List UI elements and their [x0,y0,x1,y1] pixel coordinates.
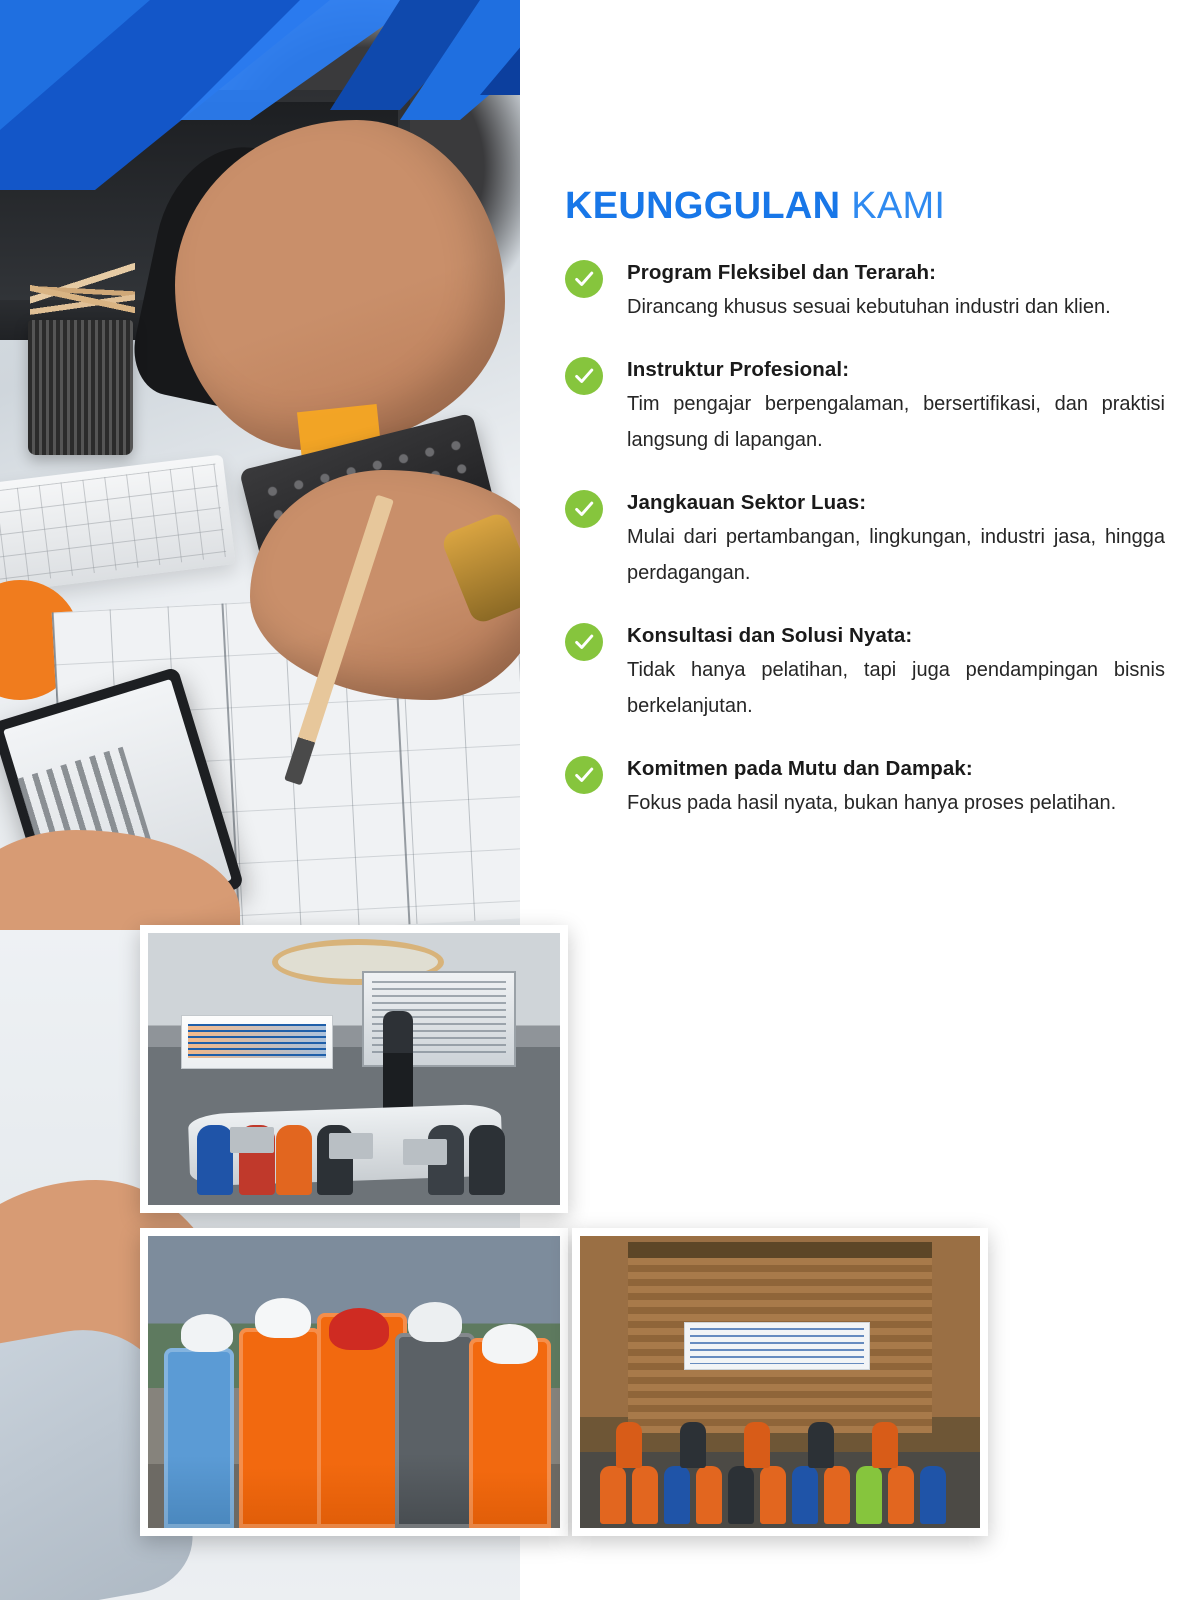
list-item-body: Tidak hanya pelatihan, tapi juga pendampingan bisnis berkelanjutan. [627,658,1165,717]
field-workers-safety-vest-photo [140,1228,568,1536]
list-item-title: Instruktur Profesional: [627,358,850,382]
advantages-list [565,258,1165,852]
check-circle-icon [565,260,603,298]
list-item-title: Program Fleksibel dan Terarah: [627,261,937,284]
list-item-body: Tim pengajar berpengalaman, bersertifikasi, dan praktisi langsung di lapangan. [627,393,1165,451]
check-circle-icon [565,756,603,794]
list-item [565,621,1165,724]
list-item-body: Mulai dari pertambangan, lingkungan, industri jasa, hingga perdagangan. [627,526,1165,584]
list-item-body: Fokus pada hasil nyata, bukan hanya proses pelatihan. [627,791,1117,814]
list-item-title: Komitmen pada Mutu dan Dampak: [627,757,973,781]
group-photo-wooden-building [572,1228,988,1536]
office-desk-blueprint-photo [0,0,520,930]
page-title-bold: KEUNGGULAN [565,185,841,227]
list-item [565,355,1165,458]
pencil-cup-shape [28,320,133,455]
list-item [565,754,1165,821]
list-item-body: Dirancang khusus sesuai kebutuhan industri dan klien. [627,295,1111,318]
list-item-title: Konsultasi dan Solusi Nyata: [627,624,913,648]
check-circle-icon [565,490,603,528]
page-title-light: KAMI [851,185,946,227]
list-item [565,488,1165,591]
training-seminar-meeting-room-photo [140,925,568,1213]
keyboard-shape [0,455,236,596]
page-title [565,185,945,228]
check-circle-icon [565,623,603,661]
list-item-title: Jangkauan Sektor Luas: [627,491,867,515]
list-item [565,258,1165,325]
check-circle-icon [565,357,603,395]
